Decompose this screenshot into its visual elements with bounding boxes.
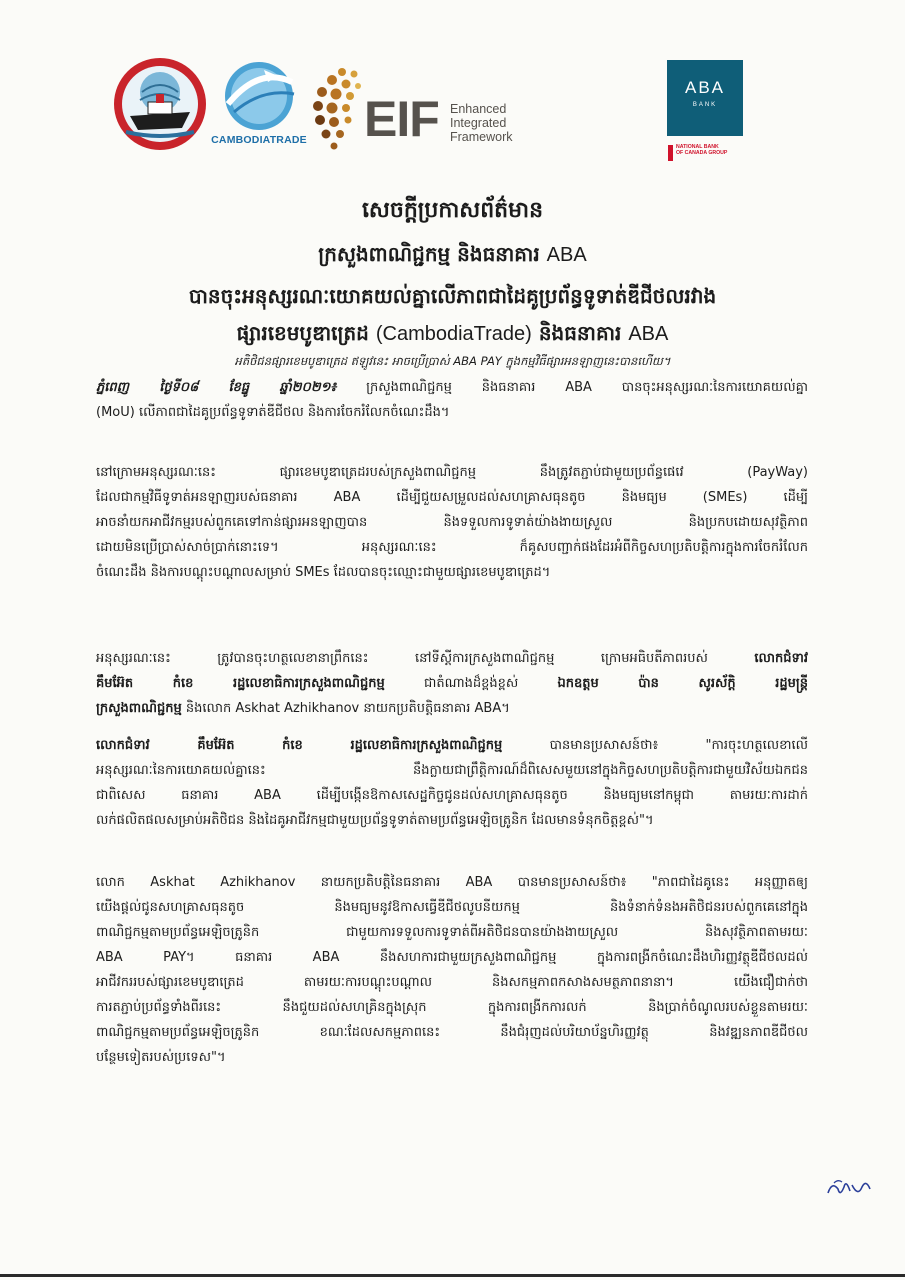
headline-latin: ABA (628, 323, 669, 345)
headline-latin: (CambodiaTrade) (375, 323, 532, 345)
aba-logo-title: ABA (684, 78, 726, 97)
paragraph-line (96, 733, 808, 758)
paragraph-2 (96, 460, 808, 585)
headline-line-3 (0, 320, 905, 350)
bold-name: ក្រសួងពាណិជ្ជកម្ម (96, 701, 182, 716)
paragraph-line (96, 375, 808, 400)
paragraph-line (96, 696, 808, 721)
bold-name: ឯកឧត្តម ប៉ាន សូរស័ក្តិ រដ្ឋមន្ត្រី (557, 676, 808, 691)
paragraph-line: ABA PAY។ ធនាគារ ABA នឹងសហការជាមួយក្រសួងពាណិជ្ជកម្ម ក្នុងការពង្រីកចំណេះដឹងហិរញ្ញវត្ថុឌីជីថលដល់ (96, 950, 808, 965)
headline-kh: ផ្សារខេមបូឌាត្រេដ (236, 321, 369, 345)
paragraph-line: អាជីវកររបស់ផ្សារខេមបូឌាត្រេដ តាមរយៈការបណ្តុះបណ្តាល និងសកម្មភាពកសាងសមត្ថភាពនានា។ យើងជឿជាក់ថា (96, 975, 808, 990)
paragraph-line: ពាណិជ្ជកម្មតាមប្រព័ន្ធអេឡិចត្រូនិក ខណៈដែលសកម្មភាពនេះ នឹងជំរុញដល់បរិយាប័ន្នហិរញ្ញវត្ថុ និងវឌ្ឍនភាពឌីជីថល (96, 1025, 808, 1040)
press-release-title: សេចក្ដីប្រកាសព័ត៌មាន (361, 198, 544, 223)
paragraph-line: ចំណេះដឹង និងការបណ្តុះបណ្តាលសម្រាប់ SMEs ដែលបានចុះឈ្មោះជាមួយផ្សារខេមបូឌាត្រេដ។ (96, 565, 551, 580)
scan-bottom-edge (0, 1274, 905, 1277)
nbc-red-mark (668, 145, 673, 161)
paragraph-line: នៅក្រោមអនុស្សរណៈនេះ ផ្សារខេមបូឌាត្រេដរបស់ក្រសួងពាណិជ្ជកម្ម នឹងត្រូវតភ្ជាប់ជាមួយប្រព័ន្ធផេវេ (PayWay) (96, 465, 808, 480)
paragraph-line: លោក Askhat Azhikhanov នាយកប្រតិបត្តិនៃធនាគារ ABA បានមានប្រសាសន៍ថា៖ "ភាពជាដៃគូនេះ អនុញ្ញាតឲ្យ (96, 875, 808, 890)
paragraph-line: អនុស្សរណៈនៃការយោគយល់គ្នានេះ នឹងក្លាយជាព្រឹត្តិការណ៍ដ៏ពិសេសមួយនៅក្នុងកិច្ចសហប្រតិបត្តិការជាមួយវិស័យឯកជន (96, 763, 808, 778)
aba-logo-sub: BANK (692, 102, 718, 108)
paragraph-1 (96, 375, 808, 425)
bold-name: លោកជំទាវ (754, 651, 808, 666)
paragraph-line: បន្ថែមទៀតរបស់ប្រទេស"។ (96, 1050, 226, 1065)
nbc-line: OF CANADA GROUP (676, 150, 728, 156)
paragraph-line (96, 671, 808, 696)
paragraph-3 (96, 646, 808, 721)
handwritten-initials (824, 1175, 874, 1203)
paragraph-line: ពាណិជ្ជកម្មតាមប្រព័ន្ធអេឡិចត្រូនិក ជាមួយការទទួលការទូទាត់ពីអតិថិជនបានយ៉ាងងាយស្រួល និងសុវត្ថិភាពតាមរយៈ (96, 925, 808, 940)
eif-subtitle (450, 102, 513, 144)
line-text: អនុស្សរណៈនេះ ត្រូវបានចុះហត្ថលេខានាព្រឹកនេះ នៅទីស្តីការក្រសួងពាណិជ្ជកម្ម ក្រោមអធិបតីភាពរបស់ (96, 651, 708, 666)
nbc-group-text (676, 144, 746, 156)
paragraph-line: (MoU) លើភាពជាដៃគូប្រព័ន្ធទូទាត់ឌីជីថល និងការចែករំលែកចំណេះដឹង។ (96, 405, 450, 420)
paragraph-line: ការតភ្ជាប់ប្រព័ន្ធទាំងពីរនេះ នឹងជួយដល់សហគ្រិនក្នុងស្រុក ក្នុងការពង្រីកការលក់ និងប្រាក់ចំណូលរបស់ខ្លួនតាមរយៈ (96, 1000, 808, 1015)
eif-sub-line: Enhanced (450, 102, 507, 116)
line-text: និងលោក Askhat Azhikhanov នាយកប្រតិបត្តិធនាគារ ABA។ (185, 701, 510, 716)
paragraph-line (96, 646, 808, 671)
aba-bank-logo (667, 60, 745, 164)
line-text: បានមានប្រសាសន៍ថា៖ "ការចុះហត្ថលេខាលើ (549, 738, 808, 753)
paragraph-line: ដែលជាកម្មវិធីទូទាត់អនឡាញរបស់ធនាគារ ABA ដើម្បីជួយសម្រួលដល់សហគ្រាសធុនតូច និងមធ្យម (SMEs) ដើម្បី (96, 490, 808, 505)
line-text: ជាតំណាងដ៏ខ្ពង់ខ្ពស់ (423, 676, 519, 691)
bold-name: លោកជំទាវ គឹមអ៊ែត កំខេ រដ្ឋលេខាធិការក្រសួងពាណិជ្ជកម្ម (96, 738, 503, 753)
paragraph-5 (96, 870, 808, 1070)
paragraph-line: ដោយមិនប្រើប្រាស់សាច់ប្រាក់នោះទេ។ អនុស្សរណៈនេះ ក៏គូសបញ្ជាក់ផងដែរអំពីកិច្ចសហប្រតិបត្តិការក្នុងការចែករំលែក (96, 540, 808, 555)
paragraph-line: យើងផ្តល់ជូនសហគ្រាសធុនតូច និងមធ្យមនូវឱកាសធ្វើឌីជីថលូបនីយកម្ម និងទំនាក់ទំនងអតិថិជនរបស់ពួកគេនៅក្នុង (96, 900, 808, 915)
ministry-ship-logo (112, 56, 208, 152)
headline-kh: ក្រសួងពាណិជ្ជកម្ម និងធនាគារ (318, 242, 540, 266)
headline-latin: ABA (546, 244, 587, 266)
subheadline: អតិថិជនផ្សារខេមបូឌាត្រេដ ឥឡូវនេះ អាចប្រើប្រាស់ ABA PAY ក្នុងកម្មវិធីផ្សារអនឡាញនេះបានហើយ។ (234, 354, 671, 368)
paragraph-4 (96, 733, 808, 833)
headline-line-2: បានចុះអនុស្សរណៈយោគយល់គ្នាលើភាពជាដៃគូប្រព័ន្ធទូទាត់ឌីជីថលរវាង (188, 284, 717, 308)
paragraph-line: លក់ផលិតផលសម្រាប់អតិថិជន និងដៃគូអាជីវកម្មជាមួយប្រព័ន្ធទូទាត់តាមប្រព័ន្ធអេឡិចត្រូនិក ដែលមានទំនុកចិត្តខ្ពស់"។ (96, 813, 654, 828)
paragraph-line: ជាពិសេស ធនាគារ ABA ដើម្បីបង្កើនឱកាសសេដ្ឋកិច្ចជូនដល់សហគ្រាសធុនតូច និងមធ្យមនៅកម្ពុជា តាមរយៈការដាក់ (96, 788, 808, 803)
nbc-line: NATIONAL BANK (676, 144, 719, 150)
cambodia-trade-label: CAMBODIATRADE (211, 134, 307, 146)
line-text: ក្រសួងពាណិជ្ជកម្ម និងធនាគារ ABA បានចុះអនុស្សរណៈនៃការយោគយល់គ្នា (366, 380, 808, 395)
bold-name: គឹមអ៊ែត កំខេ រដ្ឋលេខាធិការក្រសួងពាណិជ្ជកម្ម (96, 676, 385, 691)
paragraph-line: អាចនាំយកអាជីវកម្មរបស់ពួកគេទៅកាន់ផ្សារអនឡាញបាន និងទទួលការទូទាត់យ៉ាងងាយស្រួល និងប្រកបដោយសុវត្ថិភាព (96, 515, 808, 530)
aba-logo-box (667, 60, 743, 136)
dateline: ភ្នំពេញ ថ្ងៃទី០៨ ខែធ្នូ ឆ្នាំ២០២១៖ (96, 380, 337, 395)
cambodia-trade-logo (204, 60, 314, 156)
headline-kh: និងធនាគារ (538, 321, 622, 345)
headline-line-1 (0, 241, 905, 271)
eif-logo (308, 64, 538, 154)
eif-sub-line: Framework (450, 130, 513, 144)
eif-sub-line: Integrated (450, 116, 507, 130)
eif-letters: EIF (364, 91, 439, 147)
